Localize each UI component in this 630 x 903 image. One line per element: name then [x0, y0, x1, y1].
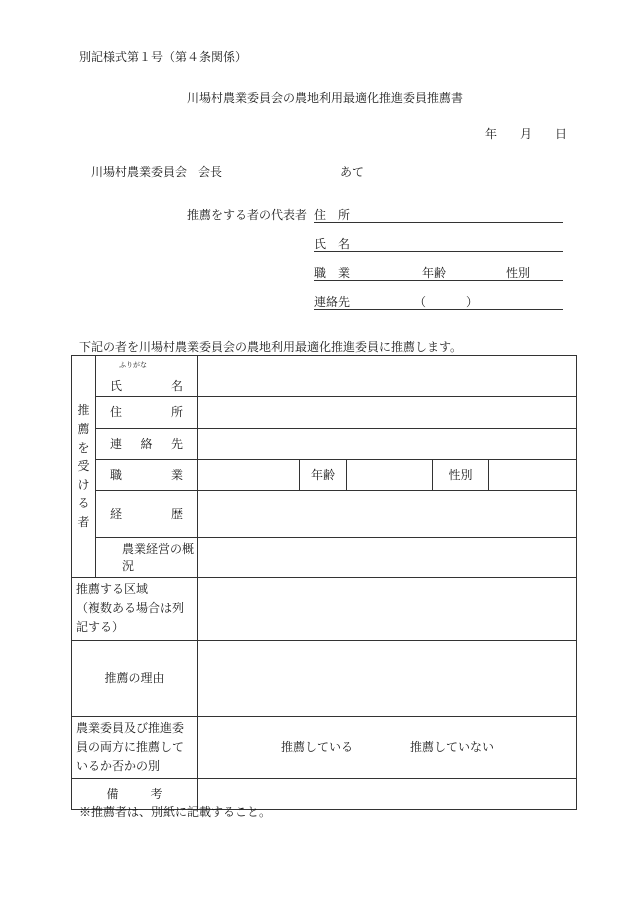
recommender-occupation-label: 職 業 [314, 266, 351, 280]
group-label-nominee: 推 薦 を 受 け る 者 [72, 356, 96, 578]
footnote: ※推薦者は、別紙に記載すること。 [79, 805, 272, 819]
recommender-address-line[interactable] [314, 222, 563, 223]
recommender-address-label: 住 所 [314, 208, 351, 222]
nominee-age-field[interactable] [347, 460, 433, 491]
nominee-occupation-field[interactable] [198, 460, 300, 491]
recommended-area-field[interactable] [198, 578, 577, 641]
addressee-suffix: あて [340, 165, 365, 179]
recommender-occupation-line[interactable] [314, 280, 563, 281]
nominee-career-label: 経 歴 [96, 491, 198, 538]
farm-overview-field[interactable] [198, 538, 577, 578]
dual-recommendation-options [198, 716, 577, 779]
recommender-gender-label: 性別 [506, 266, 531, 280]
document-title: 川場村農業委員会の農地利用最適化推進委員推薦書 [187, 91, 464, 105]
nominee-gender-field[interactable] [489, 460, 577, 491]
date-month: 月 [520, 127, 533, 141]
remarks-label: 備 考 [72, 779, 198, 810]
option-not-recommended[interactable]: 推薦していない [410, 740, 495, 755]
recommender-heading: 推薦をする者の代表者 [187, 208, 308, 222]
recommender-contact-label: 連絡先 [314, 295, 351, 309]
recommender-contact-paren-open: （ [414, 295, 427, 309]
option-recommended[interactable]: 推薦している [281, 740, 354, 755]
nominee-address-label: 住 所 [96, 397, 198, 429]
recommended-area-label: 推薦する区域 （複数ある場合は列記する） [72, 578, 198, 641]
dual-recommendation-label: 農業委員及び推進委員の両方に推薦しているか否かの別 [72, 716, 198, 779]
recommendation-table [71, 355, 577, 810]
nominee-name-field[interactable] [198, 356, 577, 397]
date-day: 日 [555, 127, 568, 141]
nominee-contact-label: 連 絡 先 [96, 429, 198, 460]
recommender-name-label: 氏 名 [314, 237, 351, 251]
addressee-org: 川場村農業委員会 [91, 165, 188, 179]
reason-field[interactable] [198, 640, 577, 716]
form-reference: 別記様式第１号（第４条関係） [79, 50, 248, 64]
date-year: 年 [485, 127, 498, 141]
recommender-name-line[interactable] [314, 251, 563, 252]
nominee-career-field[interactable] [198, 491, 577, 538]
furigana-label: ふりがな [119, 361, 147, 369]
recommender-contact-paren-close: ） [466, 295, 479, 309]
nominee-contact-field[interactable] [198, 429, 577, 460]
nominee-gender-label: 性別 [433, 460, 489, 491]
nominee-address-field[interactable] [198, 397, 577, 429]
addressee-role: 会長 [198, 165, 223, 179]
reason-label: 推薦の理由 [72, 640, 198, 716]
recommender-contact-line[interactable] [314, 309, 563, 310]
nominee-name-label: ふりがな 氏 名 [96, 356, 198, 397]
recommender-age-label: 年齢 [422, 266, 447, 280]
nominee-occupation-label: 職 業 [96, 460, 198, 491]
intro-text: 下記の者を川場村農業委員会の農地利用最適化推進委員に推薦します。 [79, 340, 463, 354]
nominee-age-label: 年齢 [300, 460, 347, 491]
farm-overview-label: 農業経営の概況 [96, 538, 198, 578]
